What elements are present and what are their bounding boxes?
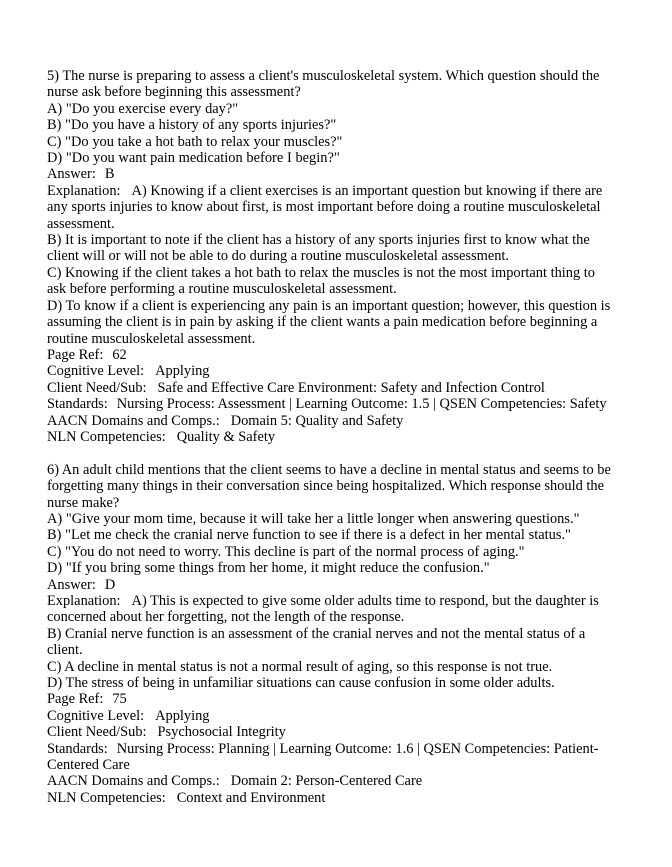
explanation-part: A) Knowing if a client exercises is an important question but knowing if there are any sports injuries to know about first, is most important before doing a routine musculoskeletal assessment. [47, 182, 603, 232]
metadata-row [47, 380, 613, 396]
explanation-part: C) A decline in mental status is not a normal result of aging, so this response is not true. [47, 658, 553, 675]
metadata-row [47, 396, 613, 412]
question-stem: 6) An adult child mentions that the client seems to have a decline in mental status and seems to be forgetting many things in their conversation since being hospitalized. Which response should the nurse make? [47, 461, 611, 511]
answer-option: D) "Do you want pain medication before I begin?" [47, 150, 340, 167]
metadata-value: 75 [112, 691, 127, 708]
metadata-label: Client Need/Sub: [47, 379, 147, 396]
answer-label: Answer: [47, 166, 96, 183]
answer-value: B [104, 166, 115, 183]
metadata-row [47, 790, 613, 806]
question-stem: 5) The nurse is preparing to assess a client's musculoskeletal system. Which question should the nurse ask before beginning this assessment? [47, 68, 600, 101]
metadata-row [47, 413, 613, 429]
metadata-label: NLN Competencies: [47, 789, 166, 806]
metadata-value: Quality & Safety [176, 428, 276, 445]
metadata-row [47, 347, 613, 363]
explanation-line [47, 183, 613, 232]
metadata-row [47, 724, 613, 740]
metadata-row [47, 741, 613, 774]
metadata-value: Safe and Effective Care Environment: Safety and Infection Control [157, 379, 545, 396]
explanation-line [47, 593, 613, 626]
metadata-value: Domain 5: Quality and Safety [230, 412, 404, 429]
answer-line [47, 166, 613, 182]
metadata-value: 62 [112, 346, 127, 363]
metadata-row [47, 429, 613, 445]
metadata-value: Nursing Process: Assessment | Learning Outcome: 1.5 | QSEN Competencies: Safety [116, 396, 607, 413]
metadata-value: Applying [155, 363, 210, 380]
metadata-label: Cognitive Level: [47, 363, 145, 380]
answer-option: A) "Do you exercise every day?" [47, 100, 239, 117]
explanation-part: C) Knowing if the client takes a hot bath to relax the muscles is not the most important thing to ask before performing a routine musculoskeletal assessment. [47, 264, 595, 298]
answer-option: A) "Give your mom time, because it will take her a little longer when answering questions." [47, 510, 580, 527]
metadata-label: NLN Competencies: [47, 428, 166, 445]
metadata-label: Client Need/Sub: [47, 724, 147, 741]
question-block [47, 68, 613, 445]
metadata-value: Applying [155, 707, 210, 724]
metadata-row [47, 773, 613, 789]
answer-option: C) "Do you take a hot bath to relax your muscles?" [47, 133, 343, 150]
metadata-value: Domain 2: Person-Centered Care [230, 773, 423, 790]
explanation-part: D) The stress of being in unfamiliar situations can cause confusion in some older adults. [47, 675, 555, 692]
metadata-row [47, 363, 613, 379]
document-body [47, 68, 613, 806]
metadata-label: Standards: [47, 396, 108, 413]
metadata-label: Cognitive Level: [47, 707, 145, 724]
metadata-row [47, 691, 613, 707]
explanation-part: B) Cranial nerve function is an assessment of the cranial nerves and not the mental status of a client. [47, 625, 586, 659]
question-block [47, 462, 613, 807]
metadata-value: Context and Environment [176, 789, 326, 806]
metadata-label: Standards: [47, 740, 108, 757]
answer-option: C) "You do not need to worry. This decline is part of the normal process of aging." [47, 543, 525, 560]
metadata-value: Psychosocial Integrity [157, 724, 286, 741]
metadata-value: Nursing Process: Planning | Learning Outcome: 1.6 | QSEN Competencies: Patient-Centered Care [47, 740, 599, 774]
explanation-part: B) It is important to note if the client has a history of any sports injuries first to know what the client will or will not be able to do during a routine musculoskeletal assessment. [47, 232, 590, 265]
metadata-label: Page Ref: [47, 346, 104, 363]
explanation-part: A) This is expected to give some older adults time to respond, but the daughter is concerned about her forgetting, not the length of the response. [47, 592, 599, 626]
metadata-row [47, 708, 613, 724]
answer-option: B) "Let me check the cranial nerve function to see if there is a defect in her mental status." [47, 527, 571, 544]
explanation-label: Explanation: [47, 182, 121, 199]
metadata-label: AACN Domains and Comps.: [47, 773, 220, 790]
metadata-label: AACN Domains and Comps.: [47, 412, 220, 429]
answer-line [47, 577, 613, 593]
metadata-label: Page Ref: [47, 691, 104, 708]
answer-option: D) "If you bring some things from her home, it might reduce the confusion." [47, 560, 490, 577]
answer-option: B) "Do you have a history of any sports injuries?" [47, 117, 337, 134]
explanation-part: D) To know if a client is experiencing any pain is an important question; however, this question is assuming the client is in pain by asking if the client wants a pain medication before beginning a routine musculoskeletal assessment. [47, 297, 611, 347]
answer-label: Answer: [47, 576, 96, 593]
answer-value: D [104, 576, 116, 593]
explanation-label: Explanation: [47, 592, 121, 609]
